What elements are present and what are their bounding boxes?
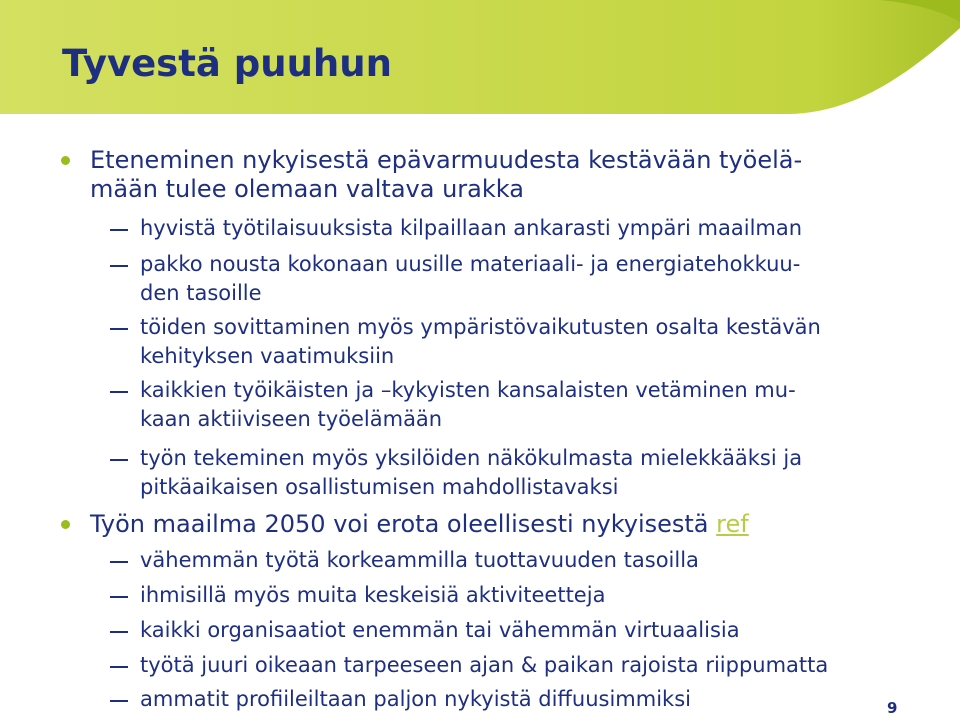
sub-1-4-line-1: kaikkien työikäisten ja –kykyisten kansalaisten vetäminen mu- [140, 378, 796, 402]
sub-1-5-line-2: pitkäaikaisen osallistumisen mahdollistavaksi [140, 475, 619, 499]
sub-1-3-line-1: töiden sovittaminen myös ympäristövaikutusten osalta kestävän [140, 315, 821, 339]
ref-link[interactable]: ref [716, 510, 749, 538]
sub-dash-2-1 [110, 561, 128, 563]
sub-dash-2-3 [110, 631, 128, 633]
page-number: 9 [887, 699, 898, 717]
bullet-2-text: Työn maailma 2050 voi erota oleellisesti nykyisestä [90, 510, 709, 538]
sub-2-4-line-1: työtä juuri oikeaan tarpeeseen ajan & paikan rajoista riippumatta [140, 653, 829, 677]
bullet-dot-2 [61, 520, 70, 529]
sub-dash-1-2 [110, 265, 128, 267]
sub-dash-2-2 [110, 596, 128, 598]
bullet-1-line-1: Eteneminen nykyisestä epävarmuudesta kestävään työelä- [90, 146, 803, 174]
sub-1-3-line-2: kehityksen vaatimuksiin [140, 344, 395, 368]
bullet-1-line-2: mään tulee olemaan valtava urakka [90, 175, 524, 203]
sub-1-4-line-2: kaan aktiiviseen työelämään [140, 407, 443, 431]
sub-2-1-line-1: vähemmän työtä korkeammilla tuottavuuden tasoilla [140, 548, 699, 572]
bullet-2-line-1 [90, 508, 749, 540]
sub-dash-1-1 [110, 229, 128, 231]
sub-2-3-line-1: kaikki organisaatiot enemmän tai vähemmän virtuaalisia [140, 618, 740, 642]
sub-dash-2-4 [110, 666, 128, 668]
sub-1-2-line-1: pakko nousta kokonaan uusille materiaali- ja energiatehokkuu- [140, 252, 801, 276]
sub-dash-2-5 [110, 700, 128, 702]
sub-dash-1-5 [110, 459, 128, 461]
sub-dash-1-4 [110, 391, 128, 393]
sub-1-5-line-1: työn tekeminen myös yksilöiden näkökulmasta mielekkääksi ja [140, 446, 803, 470]
sub-dash-1-3 [110, 328, 128, 330]
sub-2-5-line-1: ammatit profiileiltaan paljon nykyistä diffuusimmiksi [140, 687, 691, 711]
bullet-dot-1 [61, 156, 70, 165]
sub-1-2-line-2: den tasoille [140, 281, 262, 305]
slide-title: Tyvestä puuhun [62, 42, 392, 85]
sub-1-1-line-1: hyvistä työtilaisuuksista kilpaillaan ankarasti ympäri maailman [140, 216, 803, 240]
sub-2-2-line-1: ihmisillä myös muita keskeisiä aktiviteetteja [140, 583, 606, 607]
